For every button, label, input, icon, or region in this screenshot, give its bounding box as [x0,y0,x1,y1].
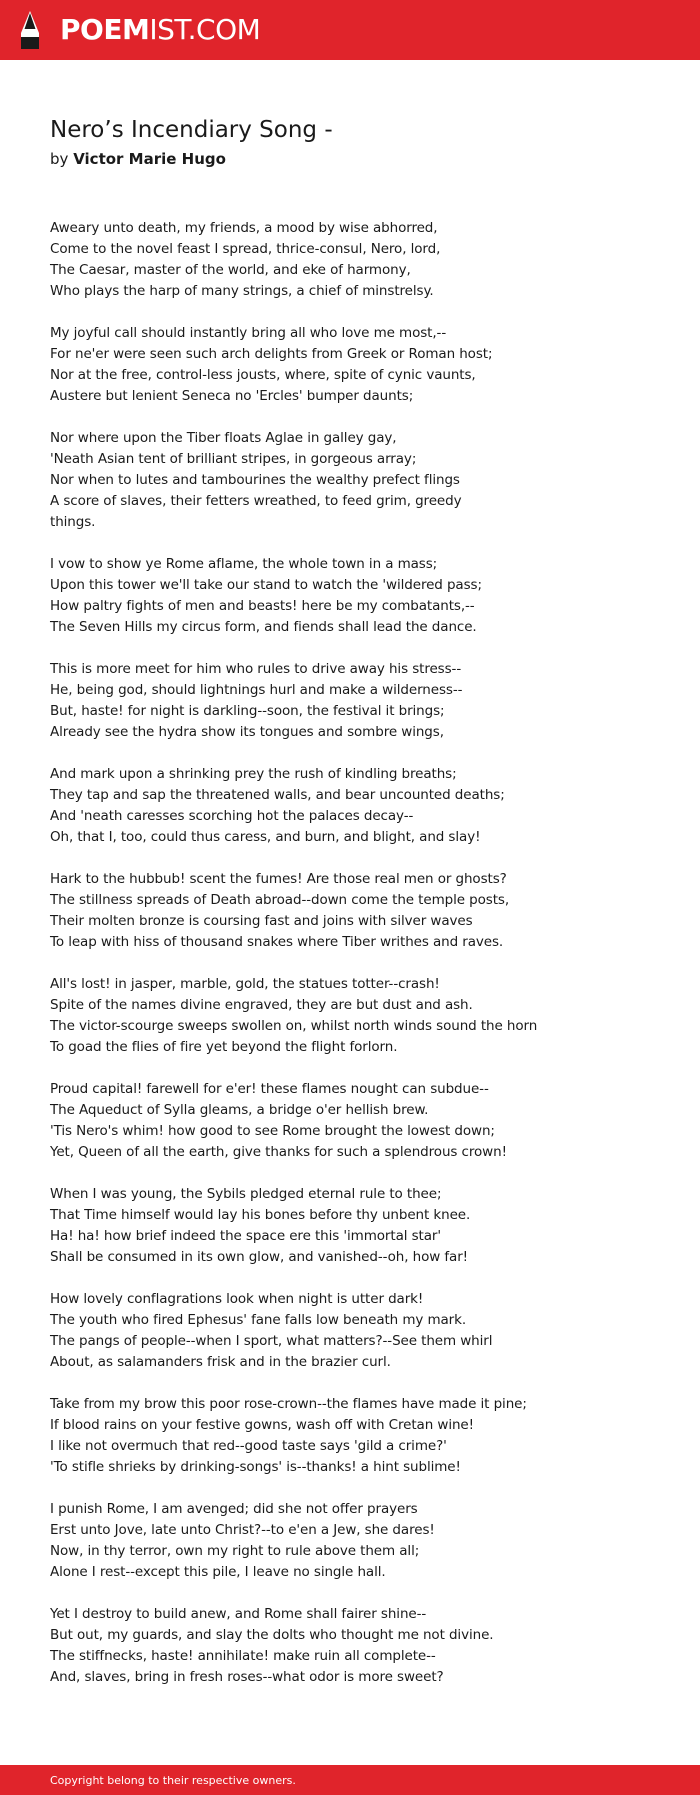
site-footer [0,1765,700,1795]
poem-line: He, being god, should lightnings hurl and make a wilderness-- [50,682,463,698]
poem-line: 'Tis Nero's whim! how good to see Rome brought the lowest down; [50,1123,495,1139]
poem-line: How paltry fights of men and beasts! here be my combatants,-- [50,598,475,614]
poem-line: Nor at the free, control-less jousts, where, spite of cynic vaunts, [50,367,476,383]
poem-line: Come to the novel feast I spread, thrice-consul, Nero, lord, [50,241,441,257]
poem-line: And 'neath caresses scorching hot the palaces decay-- [50,808,414,824]
poem-line: 'To stifle shrieks by drinking-songs' is--thanks! a hint sublime! [50,1459,461,1475]
poem-line: things. [50,514,96,530]
poem-line: Alone I rest--except this pile, I leave no single hall. [50,1564,386,1580]
poem-line: Nor where upon the Tiber floats Aglae in galley gay, [50,430,397,446]
poem-line: Proud capital! farewell for e'er! these flames nought can subdue-- [50,1081,489,1097]
poem-byline [50,147,226,171]
poem-line: Aweary unto death, my friends, a mood by wise abhorred, [50,220,438,236]
poem-stanza [50,869,650,953]
poem-stanza [50,218,650,302]
site-header [0,0,700,60]
poem-line: Austere but lenient Seneca no 'Ercles' bumper daunts; [50,388,414,404]
poem-line: I punish Rome, I am avenged; did she not offer prayers [50,1501,418,1517]
poem-line: Hark to the hubbub! scent the fumes! Are those real men or ghosts? [50,871,507,887]
poem-line: The victor-scourge sweeps swollen on, whilst north winds sound the horn [50,1018,538,1034]
site-logo[interactable] [60,13,260,47]
poem-line: Erst unto Jove, late unto Christ?--to e'en a Jew, she dares! [50,1522,435,1538]
poem-line: Already see the hydra show its tongues and sombre wings, [50,724,444,740]
poem-stanza [50,1184,650,1268]
pen-nib-icon[interactable] [17,9,43,53]
poem-stanza [50,1604,650,1688]
poem-title: Nero’s Incendiary Song - [50,117,333,143]
poem-line: When I was young, the Sybils pledged eternal rule to thee; [50,1186,442,1202]
poem-line: And, slaves, bring in fresh roses--what odor is more sweet? [50,1669,444,1685]
poem-line: All's lost! in jasper, marble, gold, the statues totter--crash! [50,976,440,992]
poem-line: Shall be consumed in its own glow, and vanished--oh, how far! [50,1249,468,1265]
poem-line: Now, in thy terror, own my right to rule above them all; [50,1543,420,1559]
poem-line: I like not overmuch that red--good taste says 'gild a crime?' [50,1438,447,1454]
by-label: by [50,150,69,168]
poem-line: And mark upon a shrinking prey the rush of kindling breaths; [50,766,457,782]
poem-line: Oh, that I, too, could thus caress, and burn, and blight, and slay! [50,829,481,845]
poem-line: The Caesar, master of the world, and eke of harmony, [50,262,411,278]
poem-line: The Aqueduct of Sylla gleams, a bridge o'er hellish brew. [50,1102,429,1118]
poem-line: The pangs of people--when I sport, what matters?--See them whirl [50,1333,493,1349]
poem-stanza [50,323,650,407]
copyright-notice: Copyright belong to their respective owners. [50,1774,296,1787]
poem-stanza [50,1079,650,1163]
poem-line: Upon this tower we'll take our stand to watch the 'wildered pass; [50,577,482,593]
poem-line: For ne'er were seen such arch delights from Greek or Roman host; [50,346,493,362]
poem-line: How lovely conflagrations look when night is utter dark! [50,1291,424,1307]
poem-stanza [50,554,650,638]
poem-line: My joyful call should instantly bring all who love me most,-- [50,325,447,341]
poem-line: To leap with hiss of thousand snakes where Tiber writhes and raves. [50,934,504,950]
poem-line: The youth who fired Ephesus' fane falls low beneath my mark. [50,1312,467,1328]
poem-line: The Seven Hills my circus form, and fiends shall lead the dance. [50,619,477,635]
poem-line: Yet I destroy to build anew, and Rome shall fairer shine-- [50,1606,427,1622]
poem-line: The stiffnecks, haste! annihilate! make ruin all complete-- [50,1648,436,1664]
poem-line: To goad the flies of fire yet beyond the flight forlorn. [50,1039,398,1055]
poem-stanza [50,1499,650,1583]
poem-line: Take from my brow this poor rose-crown--the flames have made it pine; [50,1396,527,1412]
poem-stanza [50,764,650,848]
poem-line: The stillness spreads of Death abroad--down come the temple posts, [50,892,510,908]
poem-line: This is more meet for him who rules to drive away his stress-- [50,661,462,677]
poem-body [50,218,650,1709]
poem-line: About, as salamanders frisk and in the brazier curl. [50,1354,391,1370]
poem-stanza [50,428,650,533]
poem-line: 'Neath Asian tent of brilliant stripes, in gorgeous array; [50,451,417,467]
poem-line: Yet, Queen of all the earth, give thanks for such a splendrous crown! [50,1144,507,1160]
poem-line: If blood rains on your festive gowns, wash off with Cretan wine! [50,1417,474,1433]
poem-line: Nor when to lutes and tambourines the wealthy prefect flings [50,472,460,488]
poem-line: That Time himself would lay his bones before thy unbent knee. [50,1207,471,1223]
poem-author: Victor Marie Hugo [73,150,226,168]
poem-line: Who plays the harp of many strings, a chief of minstrelsy. [50,283,434,299]
poem-stanza [50,1394,650,1478]
poem-line: But out, my guards, and slay the dolts who thought me not divine. [50,1627,494,1643]
poem-line: But, haste! for night is darkling--soon, the festival it brings; [50,703,445,719]
poem-line: A score of slaves, their fetters wreathed, to feed grim, greedy [50,493,462,509]
poem-stanza [50,1289,650,1373]
poem-stanza [50,659,650,743]
poem-line: They tap and sap the threatened walls, and bear uncounted deaths; [50,787,505,803]
poem-line: I vow to show ye Rome aflame, the whole town in a mass; [50,556,438,572]
poem-line: Ha! ha! how brief indeed the space ere this 'immortal star' [50,1228,441,1244]
poem-line: Their molten bronze is coursing fast and joins with silver waves [50,913,473,929]
poem-line: Spite of the names divine engraved, they are but dust and ash. [50,997,473,1013]
logo-text-light: IST.COM [149,13,261,46]
logo-text-bold: POEM [60,13,150,46]
poem-stanza [50,974,650,1058]
